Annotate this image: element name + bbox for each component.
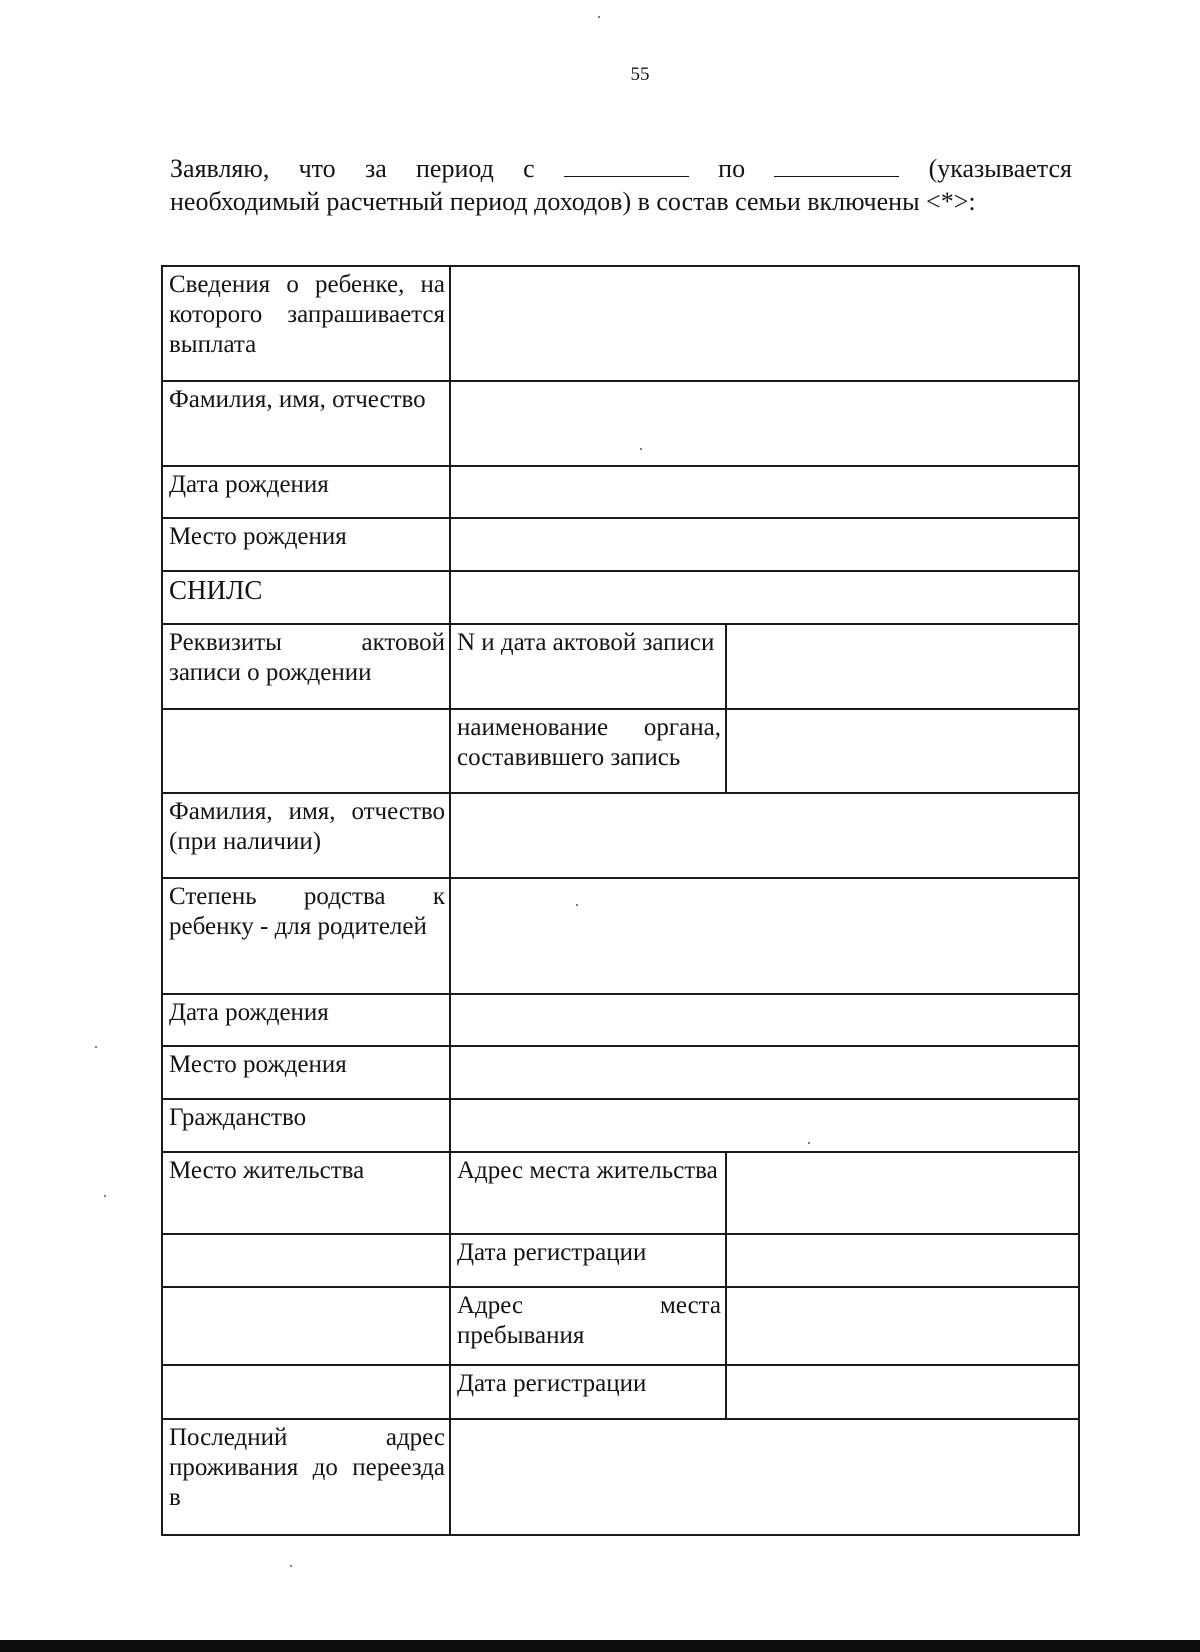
empty-label-cell [162,1365,450,1419]
declaration-word: с [523,154,535,183]
parent-birth-place-value-cell[interactable] [450,1046,1079,1099]
stay-address-label: Адрес места пребывания [450,1287,726,1365]
declaration-word: (указывается [928,154,1072,183]
scan-speck [598,16,600,18]
child-info-value-cell[interactable] [450,266,1079,381]
scan-speck [290,1565,292,1567]
scan-speck [104,1195,106,1197]
child-birth-date-label: Дата рождения [162,466,450,518]
parent-birth-date-value-cell[interactable] [450,994,1079,1046]
scan-speck [640,448,642,450]
declaration-word: период [416,154,494,183]
child-fio-label: Фамилия, имя, отчество [162,381,450,466]
period-start-blank[interactable] [564,156,689,177]
birth-record-number-date-value-cell[interactable] [726,624,1079,709]
child-info-header: Сведения о ребенке, на которого запрашивается выплата [162,266,450,381]
parent-citizenship-value-cell[interactable] [450,1099,1079,1152]
declaration-word: Заявляю, [170,154,270,183]
last-address-value-cell[interactable] [450,1419,1079,1535]
parent-birth-date-label: Дата рождения [162,994,450,1046]
scan-speck [576,904,578,906]
child-snils-value-cell[interactable] [450,571,1079,624]
page-number: 55 [630,64,650,85]
period-end-blank[interactable] [774,156,899,177]
birth-record-label: Реквизиты актовой записи о рождении [162,624,450,709]
child-birth-date-value-cell[interactable] [450,466,1079,518]
residence-label: Место жительства [162,1152,450,1234]
declaration-text [170,152,1072,218]
residence-reg-date-label: Дата регистрации [450,1234,726,1287]
residence-reg-date-value-cell[interactable] [726,1234,1079,1287]
parent-relation-label: Степень родства к ребенку - для родителей [162,878,450,994]
parent-birth-place-label: Место рождения [162,1046,450,1099]
empty-label-cell [162,1234,450,1287]
residence-address-label: Адрес места жительства [450,1152,726,1234]
declaration-line-2: необходимый расчетный период доходов) в состав семьи включены <*>: [170,187,976,216]
declaration-word: за [364,154,387,183]
empty-label-cell [162,709,450,793]
child-birth-place-label: Место рождения [162,518,450,571]
scan-edge-bar [0,1640,1200,1652]
parent-fio-value-cell[interactable] [450,793,1079,878]
residence-address-value-cell[interactable] [726,1152,1079,1234]
stay-reg-date-value-cell[interactable] [726,1365,1079,1419]
family-composition-table [161,265,1080,1536]
parent-citizenship-label: Гражданство [162,1099,450,1152]
scan-speck [95,1046,97,1048]
birth-record-authority-label: наименование органа, составившего запись [450,709,726,793]
scan-speck [808,1142,810,1144]
declaration-word: что [298,154,336,183]
declaration-word: по [718,154,746,183]
birth-record-authority-value-cell[interactable] [726,709,1079,793]
last-address-label: Последний адрес проживания до переезда в [162,1419,450,1535]
child-fio-value-cell[interactable] [450,381,1079,466]
child-birth-place-value-cell[interactable] [450,518,1079,571]
empty-label-cell [162,1287,450,1365]
stay-address-value-cell[interactable] [726,1287,1079,1365]
child-snils-label: СНИЛС [162,571,450,624]
parent-fio-label: Фамилия, имя, отчество (при наличии) [162,793,450,878]
birth-record-number-date-label: N и дата актовой записи [450,624,726,709]
parent-relation-value-cell[interactable] [450,878,1079,994]
stay-reg-date-label: Дата регистрации [450,1365,726,1419]
